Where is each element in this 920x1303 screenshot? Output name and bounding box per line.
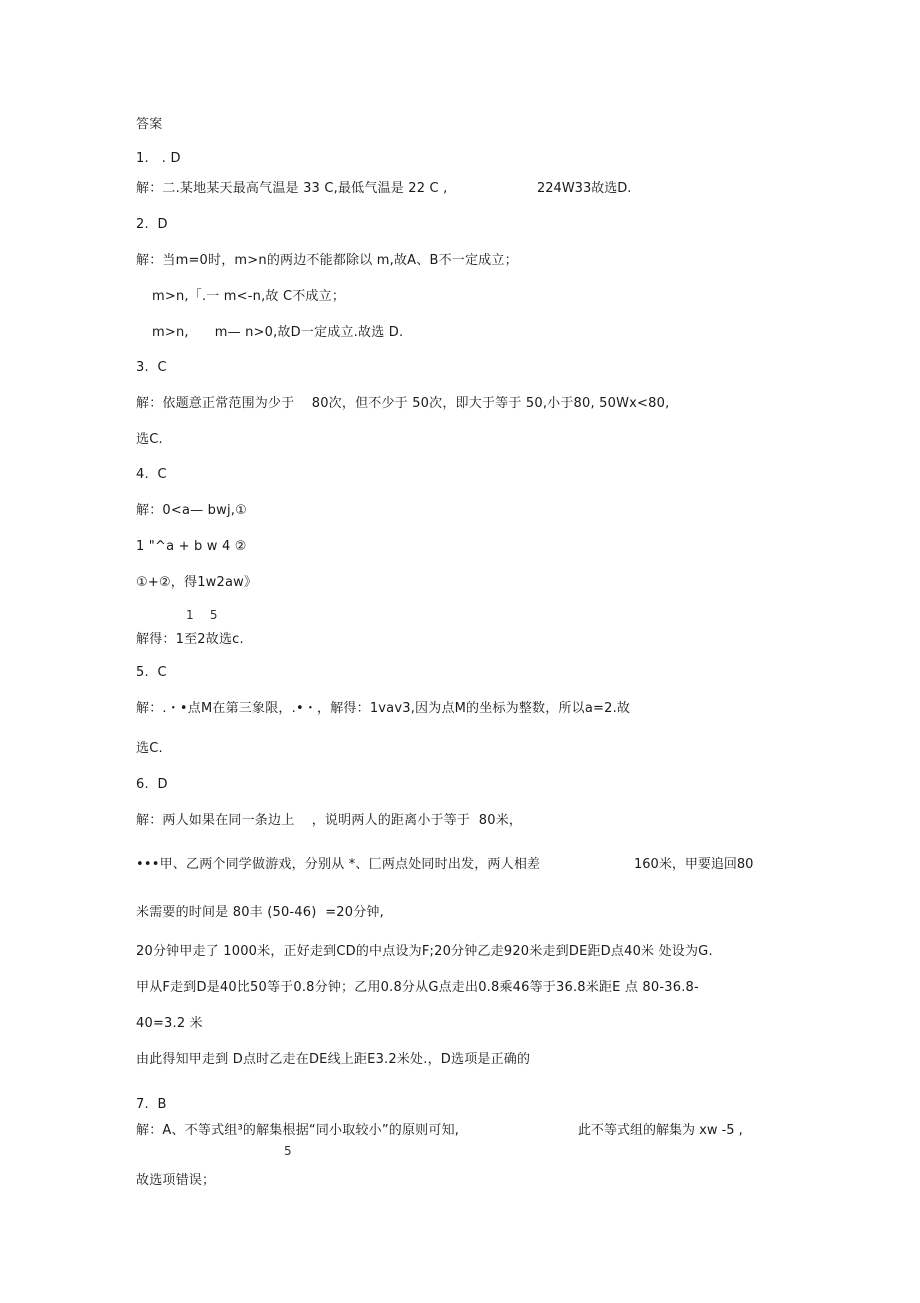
answer-7-explanation-end: 此不等式组的解集为 xw -5 ,	[578, 1123, 743, 1138]
answer-2-step-2: m>n, m— n>0,故D一定成立.故选 D.	[152, 325, 404, 340]
answer-1-explanation-end: 224W33故选D.	[537, 181, 632, 196]
answer-4-explanation: 解：0<a— bwj,①	[136, 503, 247, 518]
answer-1-explanation: 解：二.某地某天最高气温是 33 C,最低气温是 22 C ,	[136, 181, 448, 196]
answer-6-explanation: 解：两人如果在同一条边上 ，说明两人的距离小于等于 80米，	[136, 813, 523, 828]
answer-4-step-2: ①+②，得1w2aw》	[136, 575, 258, 590]
answer-5-label: 5. C	[136, 665, 167, 680]
answer-4-step-1: 1 "^a + b w 4 ②	[136, 539, 247, 554]
answer-4-label: 4. C	[136, 467, 167, 482]
answer-2-explanation: 解：当m=0时，m>n的两边不能都除以 m,故A、B不一定成立；	[136, 253, 518, 268]
answer-6-step-4: 甲从F走到D是40比50等于0.8分钟；乙用0.8分从G点走出0.8乘46等于36.8米距E 点 80-36.8-	[136, 980, 699, 995]
answer-6-step-3: 20分钟甲走了 1000米，正好走到CD的中点设为F;20分钟乙走920米走到DE距D点40米 处设为G.	[136, 944, 713, 959]
answer-2-step-1: m>n,「.一 m<-n,故 C不成立；	[152, 289, 346, 304]
answer-6-step-1: •••甲、乙两个同学做游戏，分别从 *、匚两点处同时出发，两人相差	[136, 857, 541, 872]
answer-7-label: 7. B	[136, 1097, 167, 1112]
answer-5-conclusion: 选C.	[136, 741, 163, 756]
answer-6-step-1-end: 160米，甲要追回80	[634, 857, 754, 872]
answer-6-label: 6. D	[136, 777, 168, 792]
answer-3-conclusion: 选C.	[136, 432, 163, 447]
answer-5-explanation: 解：.・•点M在第三象限，.•・，解得：1vav3,因为点M的坐标为整数，所以a=2.故	[136, 701, 631, 716]
answer-3-label: 3. C	[136, 360, 167, 375]
answer-6-step-5: 40=3.2 米	[136, 1016, 203, 1031]
answer-4-result: 解得：1至2故选c.	[136, 632, 244, 647]
answer-1-label: 1. . D	[136, 151, 181, 166]
answer-2-label: 2. D	[136, 217, 168, 232]
answer-7-explanation: 解：A、不等式组³的解集根据“同小取较小”的原则可知,	[136, 1123, 460, 1138]
answer-6-step-2: 米需要的时间是 80丰 (50-46) =20分钟,	[136, 905, 384, 920]
answer-7-subscript: 5	[284, 1144, 292, 1158]
answer-4-fraction: 1 5	[186, 608, 218, 622]
answer-3-explanation: 解：依题意正常范围为少于 80次，但不少于 50次，即大于等于 50,小于80, 50Wx<80,	[136, 396, 670, 411]
answer-6-conclusion: 由此得知甲走到 D点时乙走在DE线上距E3.2米处.，D选项是正确的	[136, 1052, 531, 1067]
answer-7-conclusion: 故选项错误；	[136, 1173, 216, 1188]
page-title: 答案	[136, 117, 163, 132]
